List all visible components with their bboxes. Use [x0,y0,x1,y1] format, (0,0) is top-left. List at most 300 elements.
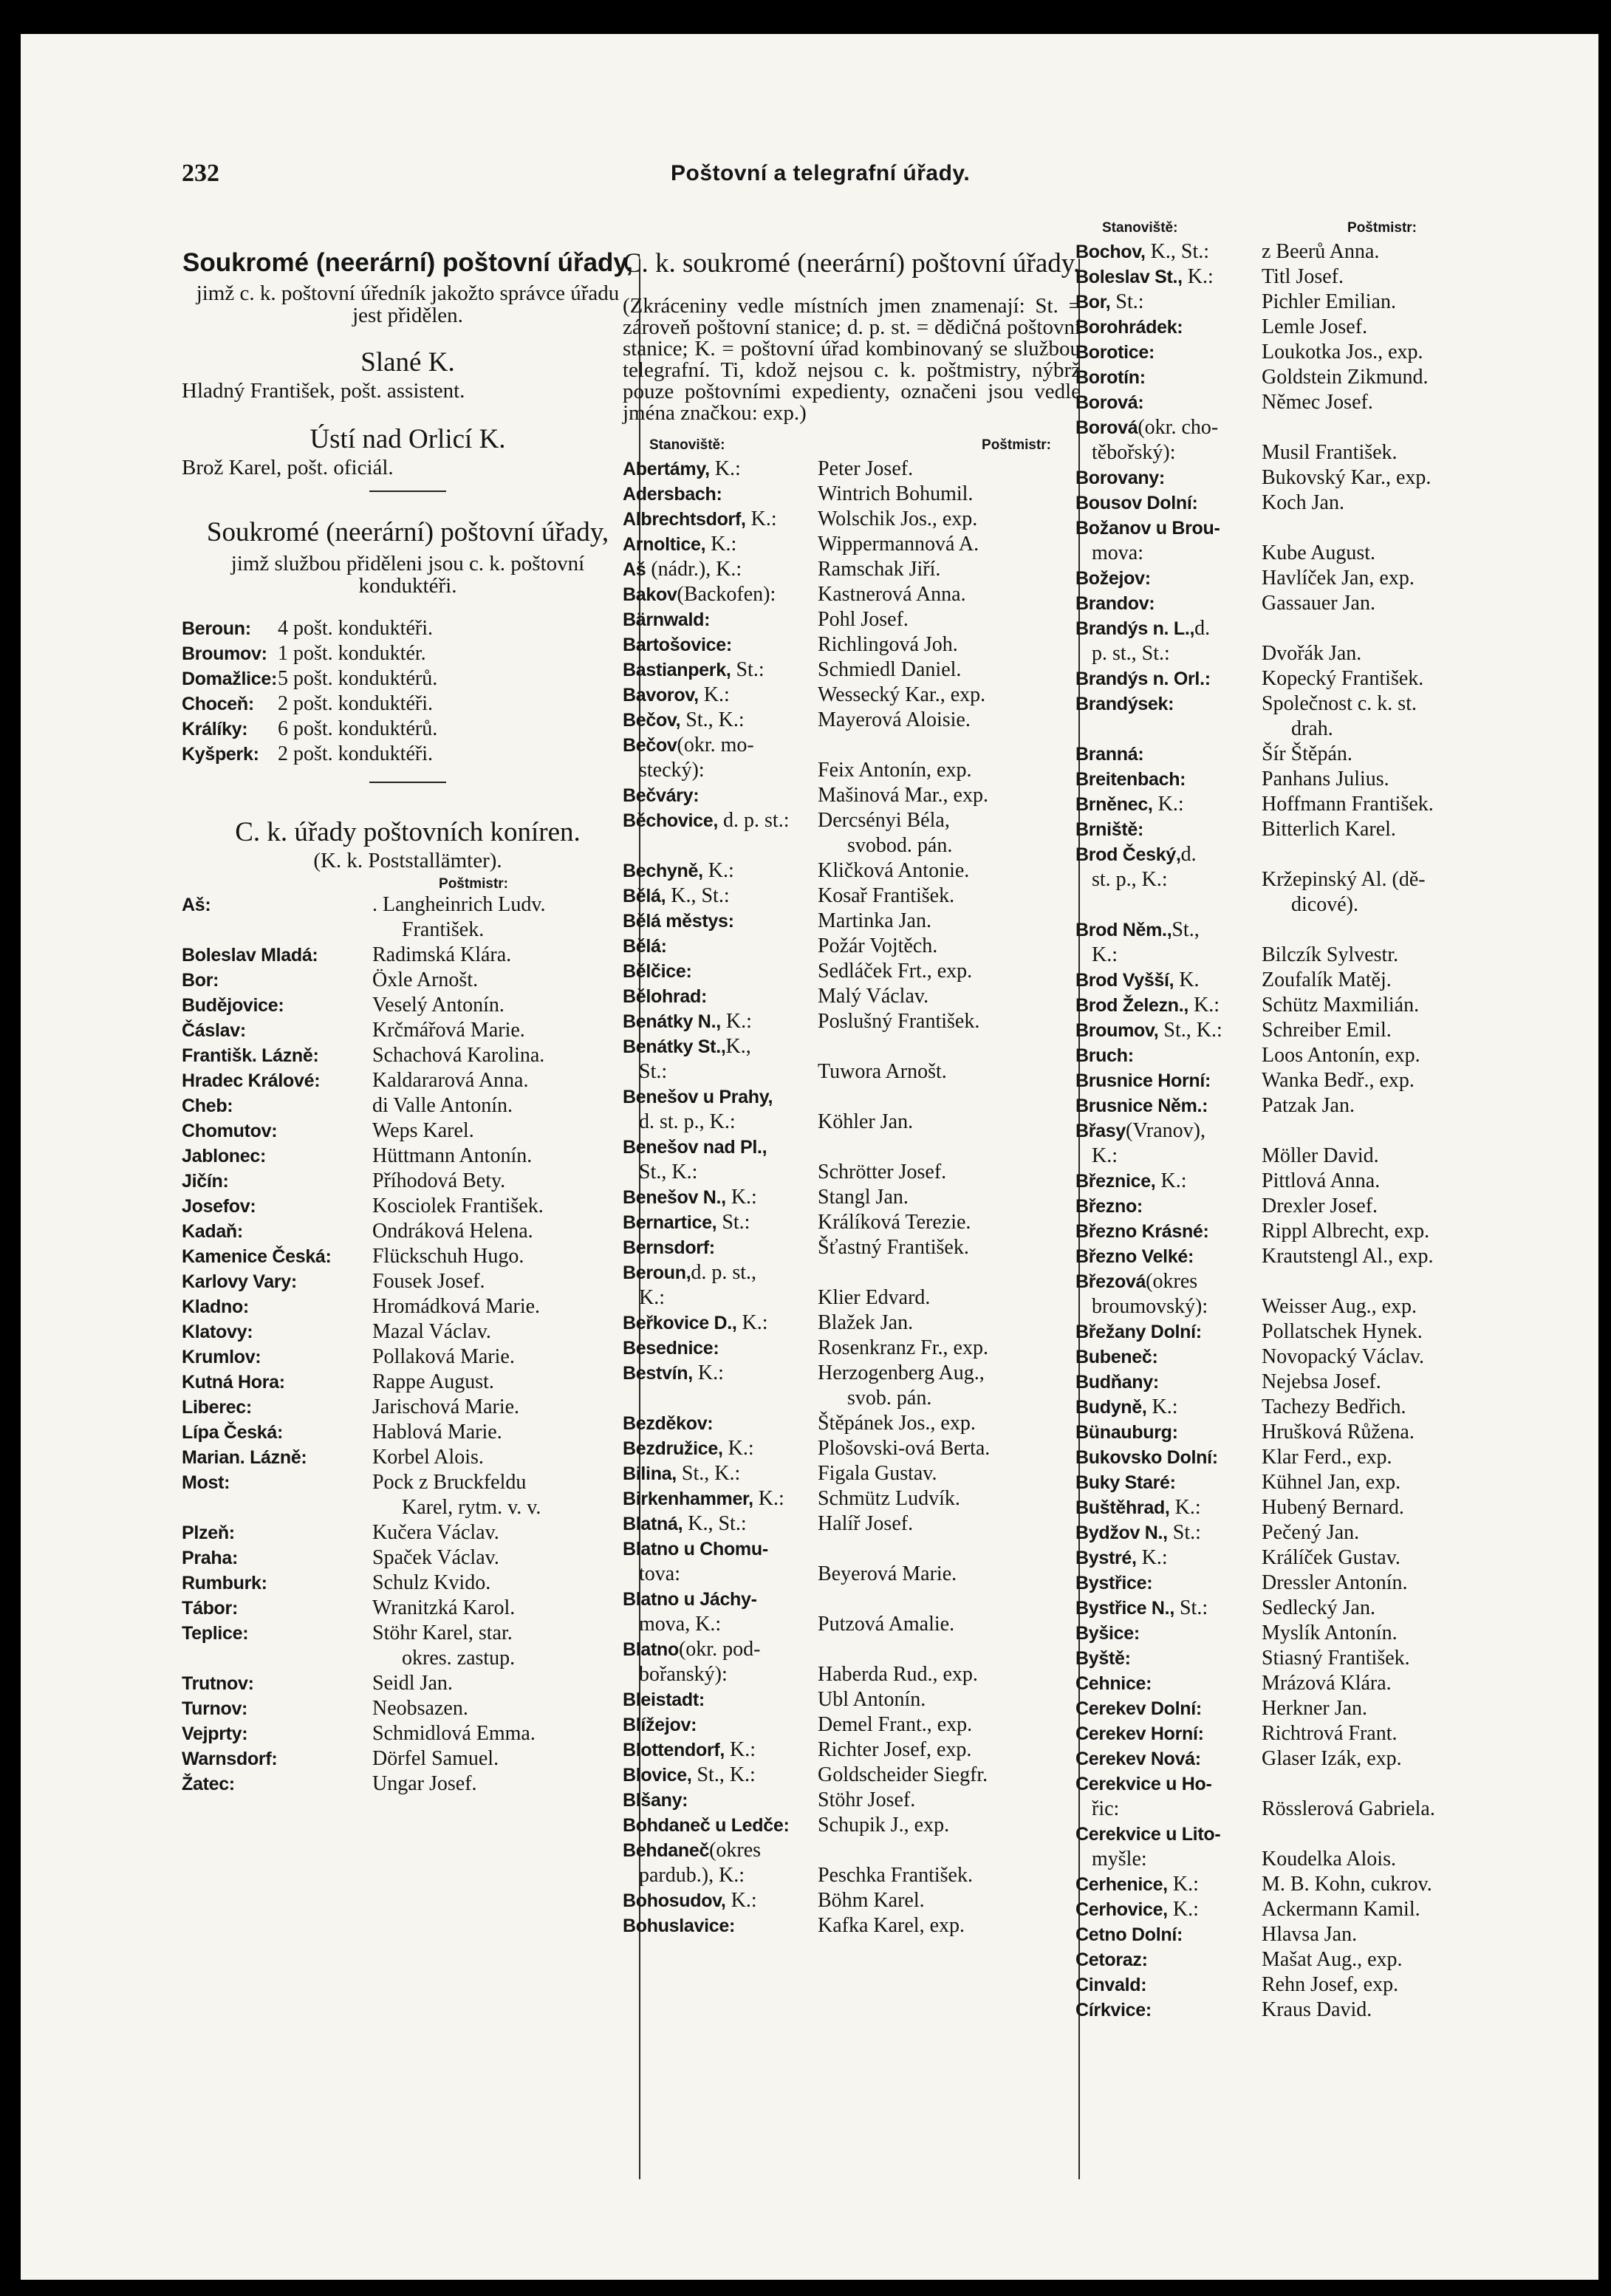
station-name: Brod Něm., [1075,920,1172,940]
station-label [1075,1370,1262,1395]
station-name: Kadaň: [182,1221,243,1242]
postmaster-name: 2 pošt. konduktéři. [278,742,433,765]
column-labels [623,434,1081,457]
postmaster-name: Neobsazen. [372,1697,468,1720]
station-name: Bernsdorf: [623,1237,715,1258]
postmaster-name: Schütz Maxmilián. [1262,994,1420,1017]
list-entry-heading [623,1587,1081,1612]
station-label [623,1788,818,1813]
station-label [623,1210,818,1235]
list-entry [623,959,1081,984]
station-label [623,1763,818,1788]
station-label [182,1093,372,1118]
station-name: Bečváry: [623,785,700,806]
station-name: Beřkovice D., [623,1313,737,1333]
list-entry [1075,465,1528,491]
station-label [1075,968,1262,993]
station-name: Broumov: [182,643,267,664]
station-suffix: K.: [1146,1395,1178,1418]
station-name: Cerhenice, [1075,1874,1168,1895]
station-name: Březnice, [1075,1171,1156,1192]
station-label [182,1244,372,1269]
list-entry [1075,1671,1528,1696]
list-entry [182,1194,634,1219]
station-label [182,1169,372,1194]
office-list [623,457,1081,1938]
station-name: Arnoltice, [623,534,706,555]
station-name-cont: pardub.), K.: [639,1864,745,1887]
list-entry-heading [623,1135,1081,1160]
list-entry [623,1763,1081,1788]
station-name: Cerekvice u Lito- [1075,1824,1221,1845]
station-suffix: K.: [1188,994,1220,1017]
postmaster-name: Kraus David. [1262,1998,1372,2021]
list-entry [623,557,1081,582]
station-label [182,1746,372,1771]
station-name: Blottendorf, [623,1740,725,1760]
station-suffix: d. p. st., [691,1261,757,1284]
station-label [1075,239,1262,264]
station-name-cont: st. p., K.: [1092,868,1168,891]
station-suffix: (okr. mo- [677,734,754,756]
station-label [182,666,278,691]
station-name: Bystřice: [1075,1573,1153,1593]
station-label [623,1486,818,1511]
list-entry [182,1093,634,1118]
station-name: Cheb: [182,1096,233,1116]
list-entry [623,1210,1081,1235]
postmaster-name: 4 pošt. konduktéři. [278,617,433,640]
postmaster-name: Příhodová Bety. [372,1169,506,1192]
station-label [623,1813,818,1838]
station-suffix: (okr. pod- [678,1638,761,1661]
station-name: Bleistadt: [623,1689,705,1710]
place-heading: Ústí nad Orlicí K. [309,424,506,454]
station-label [1075,1998,1262,2023]
station-suffix: K.: [1152,793,1184,816]
postmaster-name: Mayerová Aloisie. [818,708,971,731]
list-entry-heading [623,1637,1081,1662]
postmaster-name: Ungar Josef. [372,1772,477,1795]
list-entry [1075,290,1528,315]
station-suffix: (Vranov), [1126,1119,1205,1142]
station-name: Marian. Lázně: [182,1447,307,1468]
postmaster-name: Schupik J., exp. [818,1814,950,1837]
station-label [1075,1746,1262,1771]
postmaster-name: Weps Karel. [372,1119,474,1142]
station-label [182,1068,372,1093]
list-entry [182,1470,634,1495]
list-entry [182,943,634,968]
station-name: Cinvald: [1075,1975,1147,1995]
station-name: Birkenhammer, [623,1489,753,1509]
postmaster-name: Herzogenberg Aug., [818,1361,985,1384]
station-name: Bezděkov: [623,1413,714,1434]
section-subtitle: jimž c. k. poštovní úředník jakožto správce úřadu jest přidělen. [196,281,620,327]
station-name: Bohuslavice: [623,1916,736,1936]
station-name: Beroun: [182,618,251,639]
station-name: Borovany: [1075,468,1165,488]
postmaster-name: Kube August. [1262,541,1375,564]
list-entry [1075,1972,1528,1998]
postmaster-name: Schachová Karolina. [372,1044,545,1067]
station-name: Buky Staré: [1075,1472,1176,1493]
postmaster-name: Herkner Jan. [1262,1697,1368,1720]
postmaster-name: Wintrich Bohumil. [818,482,974,505]
station-label [1075,340,1262,365]
station-label [623,884,818,909]
station-suffix: St.: [1110,290,1144,313]
station-name: Kyšperk: [182,744,259,765]
list-entry [182,1571,634,1596]
station-name: Broumov, [1075,1020,1159,1041]
list-entry [1075,1319,1528,1345]
postmaster-name: Ondráková Helena. [372,1220,533,1243]
station-name: Bartošovice: [623,635,732,655]
station-label [623,1913,818,1938]
list-entry [1075,666,1528,691]
station-name: Plzeň: [182,1523,235,1543]
list-entry [1075,943,1528,968]
list-entry [1075,1169,1528,1194]
station-label [623,557,818,582]
station-suffix: St., K.: [680,708,745,731]
list-entry [1075,1018,1528,1043]
station-name: Boleslav St., [1075,267,1183,287]
station-label [1075,742,1262,767]
column-labels [1075,217,1528,239]
list-entry [182,1370,634,1395]
list-entry [1075,365,1528,390]
postmaster-name: Koch Jan. [1262,491,1344,514]
postmaster-name: Öxle Arnošt. [372,968,479,991]
station-label [1075,1319,1262,1345]
label-station: Stanoviště: [649,437,725,453]
station-name: Beroun, [623,1263,691,1283]
label-postmaster: Poštmistr: [1347,220,1417,236]
section-subtitle: jimž službou přiděleni jsou c. k. poštovní konduktéři. [230,552,585,598]
station-name: Brněnec, [1075,794,1153,815]
postmaster-name: Haberda Rud., exp. [818,1663,978,1686]
list-entry [623,1712,1081,1738]
section-title-post-stables: C. k. úřady poštovních koníren. [235,817,581,847]
station-name: Karlovy Vary: [182,1271,297,1292]
list-entry [182,1445,634,1470]
station-name: Bělohrad: [623,986,707,1007]
list-entry [1075,315,1528,340]
postmaster-name: Wanka Bedř., exp. [1262,1069,1415,1092]
station-label [1075,315,1262,340]
list-entry [623,934,1081,959]
book-page [21,34,1598,2280]
station-name: Bubeneč: [1075,1347,1158,1367]
person-entry: Hladný František, pošt. assistent. [182,379,465,403]
list-entry [1075,993,1528,1018]
station-label [182,1219,372,1244]
station-label [1075,1721,1262,1746]
postmaster-name: Společnost c. k. st. [1262,692,1417,715]
postmaster-name: Mašat Aug., exp. [1262,1948,1403,1971]
station-name: Branná: [1075,744,1144,765]
station-name-cont: d. st. p., K.: [639,1110,736,1133]
station-name: Bestvín, [623,1363,693,1384]
list-entry [1075,1093,1528,1118]
station-name: Kamenice Česká: [182,1246,332,1267]
postmaster-name: Korbel Alois. [372,1446,484,1469]
list-entry [182,1545,634,1571]
station-name-cont: K.: [639,1286,665,1309]
station-name: Čáslav: [182,1020,246,1041]
conductor-list [182,616,634,767]
list-entry [623,1110,1081,1135]
postmaster-name: Wranitzká Karol. [372,1596,516,1619]
station-label [1075,491,1262,516]
postmaster-name: Schmütz Ludvík. [818,1487,960,1510]
postmaster-name: Blažek Jan. [818,1311,914,1334]
postmaster-name: Beyerová Marie. [818,1562,957,1585]
postmaster-name: Ackermann Kamil. [1262,1898,1420,1921]
postmaster-name: Kastnerová Anna. [818,583,966,606]
postmaster-name: Malý Václav. [818,985,929,1008]
list-entry [1075,1947,1528,1972]
postmaster-name: Tuwora Arnošt. [818,1060,947,1083]
station-suffix: St., K.: [691,1763,756,1786]
list-entry [1075,641,1528,666]
station-name: Borotice: [1075,342,1155,363]
postmaster-name: Štěpánek Jos., exp. [818,1412,976,1435]
list-entry-heading [1075,616,1528,641]
station-name: Králíky: [182,719,248,739]
station-name-cont: tova: [639,1562,680,1585]
list-entry-heading [623,1537,1081,1562]
station-name-cont: St.: [639,1060,668,1083]
postmaster-name: Koudelka Alois. [1262,1848,1396,1870]
station-label [1075,1646,1262,1671]
list-entry [182,1621,634,1646]
station-name: Cetno Dolní: [1075,1924,1183,1945]
list-entry [623,1888,1081,1913]
postmaster-name: Gassauer Jan. [1262,592,1375,615]
station-name: Bruch: [1075,1045,1134,1066]
station-label [182,1470,372,1495]
list-entry [623,1311,1081,1336]
station-label [182,1671,372,1696]
station-name: Bečov, [623,710,681,731]
station-suffix: (okres [709,1839,762,1862]
postmaster-name: Mrázová Klára. [1262,1672,1392,1695]
station-name: Cerekev Nová: [1075,1749,1201,1769]
station-name: Chomutov: [182,1121,278,1141]
station-name: Jičín: [182,1171,229,1192]
page-number: 232 [182,160,219,187]
station-suffix: K., St.: [1145,240,1210,263]
postmaster-name: Wessecký Kar., exp. [818,683,986,706]
postmaster-name: Goldstein Zikmund. [1262,366,1429,389]
station-name: Boleslav Mladá: [182,945,318,966]
station-suffix: K. [1174,968,1200,991]
postmaster-name: Feix Antonín, exp. [818,759,972,782]
postmaster-name: Richtrová Frant. [1262,1722,1398,1745]
station-suffix: St.: [716,1211,750,1234]
station-label [623,683,818,708]
station-label [1075,1093,1262,1118]
station-name: Bakov [623,584,677,605]
station-name: Bernartice, [623,1212,717,1233]
postmaster-name: Hablová Marie. [372,1421,502,1443]
section-subtitle: (K. k. Poststallämter). [313,849,502,872]
station-suffix: K.: [698,683,730,706]
postmaster-name-cont: drah. [1291,717,1333,740]
list-entry-heading [1075,1118,1528,1144]
station-label [182,1445,372,1470]
column-1 [182,250,634,1797]
postmaster-name: Pichler Emilian. [1262,290,1396,313]
postmaster-name: di Valle Antonín. [372,1094,513,1117]
list-entry [623,582,1081,607]
postmaster-name: Krčmářová Marie. [372,1019,525,1042]
postmaster-name: Jarischová Marie. [372,1395,520,1418]
station-label [182,1420,372,1445]
station-name-cont: těbořský): [1092,441,1176,464]
postmaster-name: 5 pošt. konduktérů. [278,667,438,690]
station-label [623,1511,818,1537]
station-suffix: K.: [1136,1546,1168,1569]
list-entry [623,1336,1081,1361]
list-entry [1075,1068,1528,1093]
station-label [623,1311,818,1336]
station-suffix: St., K.: [1158,1019,1222,1042]
list-entry [1075,541,1528,566]
postmaster-name: Kosciolek František. [372,1195,544,1217]
station-label [623,1888,818,1913]
station-suffix: K., St.: [683,1512,747,1535]
station-name-cont: mova: [1092,541,1143,564]
list-entry [1075,1646,1528,1671]
list-entry [182,1771,634,1797]
station-label [623,1009,818,1034]
list-entry [623,482,1081,507]
postmaster-name-cont: svobod. pán. [847,834,953,857]
station-label [623,959,818,984]
abbreviation-note: (Zkráceniny vedle místních jmen znamenají: St. = zároveň poštovní stanice; d. p. st. = dědičná poštovní stanice; K. = poštovní úřad kombinovaný se službou telegrafní. Ti, kdož nejsou c. k. poštmistry, nýbrž pouze poštovními expedienty, označeni jsou vedle jména značkou: exp.) [623,294,1081,425]
station-name: Jablonec: [182,1146,266,1166]
list-entry [1075,1571,1528,1596]
station-label [1075,1872,1262,1897]
station-label [1075,1169,1262,1194]
list-entry [182,742,634,767]
station-name: Krumlov: [182,1347,261,1367]
station-name: Buštěhrad, [1075,1497,1170,1518]
station-name: Blšany: [623,1790,688,1811]
station-suffix: K.: [702,859,734,882]
postmaster-name: Schmiedl Daniel. [818,658,962,681]
station-label [623,657,818,683]
list-entry-heading [1075,1269,1528,1294]
station-suffix: (okr. cho- [1138,416,1219,439]
station-label [1075,1018,1262,1043]
postmaster-name: Kaldararová Anna. [372,1069,529,1092]
postmaster-name: Rippl Albrecht, exp. [1262,1220,1430,1243]
station-label [1075,817,1262,842]
list-entry [623,1436,1081,1461]
station-label [182,616,278,641]
postmaster-name: Glaser Izák, exp. [1262,1747,1402,1770]
list-entry [623,783,1081,808]
station-name: Božanov u Brou- [1075,518,1220,539]
station-name-cont: p. st., St.: [1092,642,1170,665]
station-name: Budňany: [1075,1372,1159,1393]
postmaster-name: Böhm Karel. [818,1889,925,1912]
list-entry [182,1043,634,1068]
station-label [1075,566,1262,591]
postmaster-name-cont: František. [402,918,485,941]
postmaster-name: Peter Josef. [818,457,914,480]
postmaster-name: Kafka Karel, exp. [818,1914,965,1937]
list-entry [1075,1370,1528,1395]
postmaster-name: Bukovský Kar., exp. [1262,466,1432,489]
postmaster-name: Patzak Jan. [1262,1094,1355,1117]
station-suffix: K.: [705,533,737,556]
station-name: Cerekev Horní: [1075,1723,1204,1744]
station-name: Březno Krásné: [1075,1221,1209,1242]
postmaster-name: Nejebsa Josef. [1262,1370,1381,1393]
postmaster-name: Ramschak Jiří. [818,558,941,581]
station-name: Žatec: [182,1774,235,1794]
station-suffix: K.: [1167,1898,1199,1921]
station-name: Praha: [182,1548,239,1568]
postmaster-name: Figala Gustav. [818,1462,937,1485]
list-entry [1075,767,1528,792]
postmaster-name: Dressler Antonín. [1262,1571,1408,1594]
station-label [1075,1068,1262,1093]
station-name: Bydžov N., [1075,1523,1168,1543]
list-entry [1075,1797,1528,1822]
list-entry [623,1160,1081,1185]
station-suffix: K.: [736,1311,768,1334]
list-entry [182,1169,634,1194]
postmaster-name: Havlíček Jan, exp. [1262,567,1415,590]
list-entry [623,909,1081,934]
list-entry [623,1361,1081,1386]
list-entry [1075,1746,1528,1771]
station-label [182,1043,372,1068]
station-label [1075,1571,1262,1596]
station-label [182,1269,372,1294]
post-stables-list [182,892,634,1797]
list-entry [1075,340,1528,365]
postmaster-name: Plošovski-ová Berta. [818,1437,991,1460]
station-label [182,1571,372,1596]
postmaster-name: Hüttmann Antonín. [372,1144,533,1167]
station-name: Teplice: [182,1623,249,1644]
station-name: Brusnice Horní: [1075,1070,1211,1091]
list-entry [1075,1420,1528,1445]
station-label [1075,290,1262,315]
station-name: Borová: [1075,392,1144,413]
station-name: Bousov Dolní: [1075,493,1198,513]
list-entry [1075,1847,1528,1872]
list-entry [623,1863,1081,1888]
list-entry [182,968,634,993]
list-entry [182,993,634,1018]
station-name-cont: myšle: [1092,1848,1147,1870]
postmaster-name: Pollaková Marie. [372,1345,515,1368]
list-entry [1075,1596,1528,1621]
station-name: Bezdružice, [623,1438,723,1459]
station-label [623,708,818,733]
station-name: Hradec Králové: [182,1070,321,1091]
station-label [1075,993,1262,1018]
